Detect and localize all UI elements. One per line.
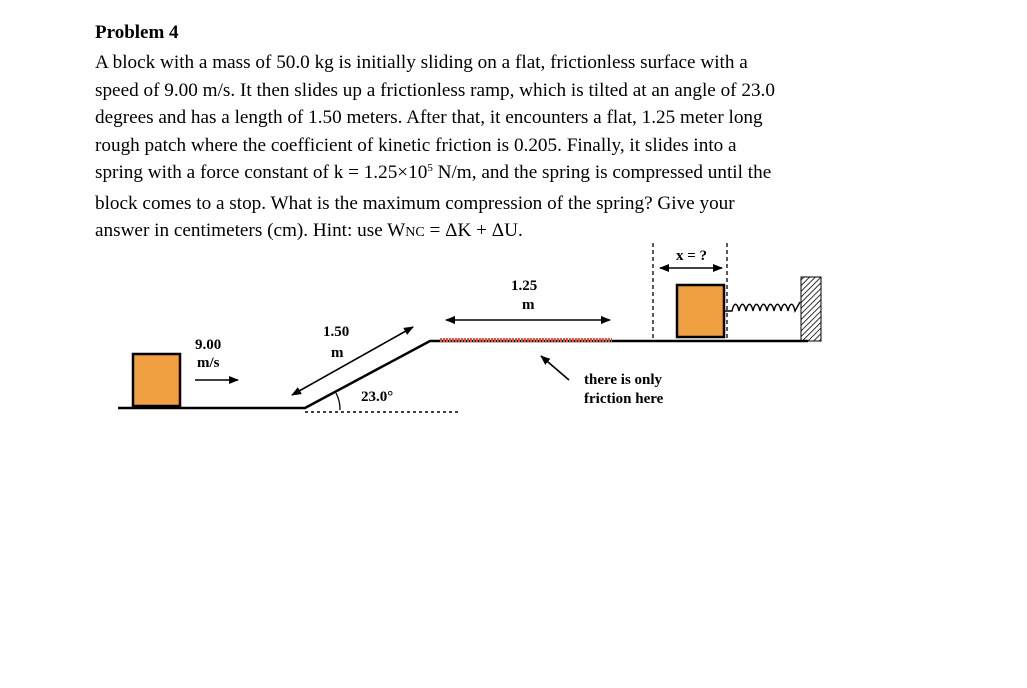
problem-text-span: = ΔK + ΔU. [424,220,523,241]
block-initial [133,354,180,406]
subscript: NC [405,225,425,240]
problem-text-span: answer in centimeters (cm). Hint: use W [95,220,406,241]
friction-note-line1: there is only [584,372,663,388]
problem-text-span: N/m, and the spring is compressed until the [432,162,772,183]
compression-label: x = ? [676,248,708,264]
friction-pointer-arrow [541,356,569,380]
problem-line: speed of 9.00 m/s. It then slides up a frictionless ramp, which is tilted at an angle of 23.0 [95,79,775,101]
friction-note-line2: friction here [584,391,664,407]
exponent: 5 [427,162,433,174]
speed-unit-label: m/s [197,355,220,371]
problem-line: A block with a mass of 50.0 kg is initially sliding on a flat, frictionless surface with a [95,52,748,73]
patch-length-unit-label: m [522,297,535,313]
ramp-length-value-label: 1.50 [323,324,350,340]
problem-line: degrees and has a length of 1.50 meters. After that, it encounters a flat, 1.25 meter long [95,107,763,128]
speed-value-label: 9.00 [195,337,222,353]
angle-arc [336,393,340,410]
ramp-angle-label: 23.0° [361,389,394,405]
patch-length-value-label: 1.25 [511,278,538,294]
block-final [677,285,724,337]
problem-title: Problem 4 [95,22,179,43]
ramp-length-unit-label: m [331,345,344,361]
ground-track [118,341,808,408]
spring [724,302,800,311]
problem-line: rough patch where the coefficient of kinetic friction is 0.205. Finally, it slides into a [95,134,737,156]
problem-line: block comes to a stop. What is the maximum compression of the spring? Give your [95,192,735,214]
wall [801,277,821,341]
problem-text-span: spring with a force constant of k = 1.25×10 [95,162,428,183]
